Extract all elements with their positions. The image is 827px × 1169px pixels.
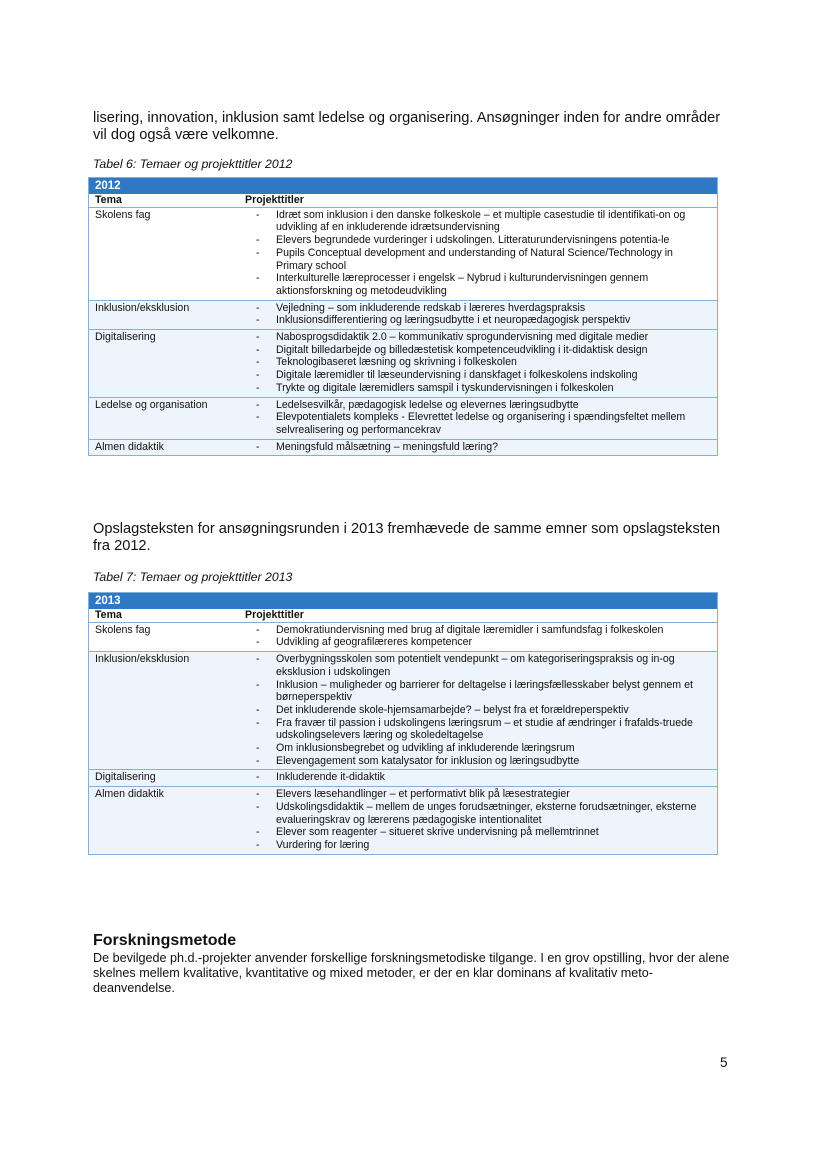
- bullet-dash: -: [256, 838, 260, 851]
- project-title: Ledelsesvilkår, pædagogisk ledelse og elevernes læringsudbytte: [276, 398, 579, 411]
- projekttitler-cell: [239, 652, 717, 769]
- list-item: [245, 344, 711, 357]
- list-item: [245, 209, 711, 234]
- bullet-dash: -: [256, 636, 260, 649]
- intro-paragraph: lisering, innovation, inklusion samt ledelse og organisering. Ansøgninger inden for andre områder vil dog også være velkomne.: [93, 110, 721, 143]
- page-number: 5: [720, 1055, 728, 1070]
- projekttitler-cell: [239, 301, 717, 329]
- table7-caption: Tabel 7: Temaer og projekttitler 2013: [93, 570, 293, 584]
- list-item: [245, 624, 711, 637]
- project-title: Om inklusionsbegrebet og udvikling af inkluderende læringsrum: [276, 742, 575, 755]
- column-header-projekttitler: Projekttitler: [245, 194, 304, 206]
- bullet-dash: -: [256, 678, 260, 691]
- list-item: [245, 839, 711, 852]
- project-title: Overbygningsskolen som potentielt vendepunkt – om kategoriseringspraksis og in-og eksklusion i udskolingen: [276, 653, 675, 678]
- table-2012: [88, 177, 718, 456]
- project-title-list: [245, 788, 711, 852]
- projekttitler-cell: [239, 770, 717, 786]
- table-year-label: 2012: [89, 178, 717, 194]
- bullet-dash: -: [256, 208, 260, 221]
- tema-cell: Inklusion/eksklusion: [95, 301, 190, 314]
- project-title: Pupils Conceptual development and understanding of Natural Science/Technology in Primary school: [276, 246, 673, 272]
- project-title: Trykte og digitale læremidlers samspil i tyskundervisningen i folkeskolen: [276, 381, 614, 394]
- bullet-dash: -: [256, 440, 260, 453]
- list-item: [245, 247, 711, 272]
- table-row: [89, 440, 717, 456]
- bullet-dash: -: [256, 234, 260, 247]
- bullet-dash: -: [256, 653, 260, 666]
- bullet-dash: -: [256, 246, 260, 259]
- bullet-dash: -: [256, 272, 260, 285]
- tema-cell: Almen didaktik: [95, 440, 164, 453]
- tema-cell: Digitalisering: [95, 771, 156, 784]
- bullet-dash: -: [256, 771, 260, 784]
- list-item: [245, 826, 711, 839]
- project-title: Elevpotentialets kompleks - Elevrettet ledelse og organisering i spændingsfeltet mellem selvrealisering og performancekrav: [276, 411, 686, 436]
- bullet-dash: -: [256, 301, 260, 314]
- project-title: Meningsfuld målsætning – meningsfuld læring?: [276, 440, 498, 453]
- project-title: Elevers begrundede vurderinger i udskolingen. Litteraturundervisningens potentia-le: [276, 234, 670, 247]
- project-title-list: [245, 624, 711, 649]
- project-title-list: [245, 441, 711, 454]
- table-row: [89, 623, 717, 652]
- project-title: Nabosprogsdidaktik 2.0 – kommunikativ sprogundervisning med digitale medier: [276, 331, 649, 344]
- project-title: Fra fravær til passion i udskolingens læringsrum – et studie af ændringer i frafalds-truede udskolingselevers læring og skoledeltagelse: [276, 716, 693, 742]
- table-2013: [88, 592, 718, 855]
- table-year-label: 2013: [89, 593, 717, 609]
- bullet-dash: -: [256, 754, 260, 767]
- section-heading: Forskningsmetode: [93, 932, 237, 949]
- bullet-dash: -: [256, 314, 260, 327]
- bullet-dash: -: [256, 411, 260, 424]
- tema-cell: Skolens fag: [89, 208, 239, 300]
- bullet-dash: -: [256, 788, 260, 801]
- project-title: Elever som reagenter – situeret skrive undervisning på mellemtrinnet: [276, 826, 599, 839]
- project-title-list: [245, 771, 711, 784]
- bullet-dash: -: [256, 343, 260, 356]
- bullet-dash: -: [256, 800, 260, 813]
- project-title: Elevers læsehandlinger – et performativt blik på læsestrategier: [276, 788, 570, 801]
- bullet-dash: -: [256, 331, 260, 344]
- projekttitler-cell: [239, 440, 717, 456]
- list-item: [245, 717, 711, 742]
- tema-cell: Digitalisering: [95, 331, 156, 344]
- table-body: [89, 623, 717, 854]
- column-header-projekttitler: Projekttitler: [245, 609, 304, 621]
- table-row: [89, 787, 717, 854]
- bullet-dash: -: [256, 381, 260, 394]
- table-row: [89, 301, 717, 330]
- list-item: [245, 679, 711, 704]
- project-title: Det inkluderende skole-hjemsamarbejde? – belyst fra et forældreperspektiv: [276, 703, 629, 716]
- column-header-tema: Tema: [95, 194, 122, 206]
- list-item: [245, 302, 711, 315]
- table-row: [89, 398, 717, 440]
- projekttitler-cell: [239, 330, 717, 397]
- table-header-row: [89, 609, 717, 623]
- list-item: [245, 441, 711, 454]
- list-item: [245, 636, 711, 649]
- projekttitler-cell: [239, 623, 717, 651]
- bullet-dash: -: [256, 742, 260, 755]
- list-item: [245, 272, 711, 297]
- project-title: Digitale læremidler til læseundervisning i danskfaget i folkeskolens indskoling: [276, 369, 638, 382]
- table-header-row: [89, 194, 717, 208]
- section-paragraph: De bevilgede ph.d.-projekter anvender forskellige forskningsmetodiske tilgange. I en grov opstilling, hvor der alene skelnes mellem kvalitative, kvantitative og mixed metoder, er der en klar dominans af kvalitativ meto-deanvendelse.: [93, 951, 730, 995]
- list-item: [245, 399, 711, 412]
- list-item: [245, 653, 711, 678]
- bullet-dash: -: [256, 826, 260, 839]
- project-title: Inklusionsdifferentiering og læringsudbytte i et neuropædagogisk perspektiv: [276, 314, 631, 327]
- column-header-tema: Tema: [95, 609, 122, 621]
- project-title: Teknologibaseret læsning og skrivning i folkeskolen: [276, 356, 517, 369]
- project-title-list: [245, 209, 711, 298]
- list-item: [245, 411, 711, 436]
- tema-cell: Skolens fag: [89, 623, 239, 651]
- list-item: [245, 771, 711, 784]
- project-title-list: [245, 399, 711, 437]
- project-title: Inkluderende it-didaktik: [276, 771, 385, 784]
- project-title: Inklusion – muligheder og barrierer for deltagelse i læringsfællesskaber belyst gennem et børneperspektiv: [276, 678, 693, 704]
- bullet-dash: -: [256, 369, 260, 382]
- middle-paragraph: Opslagsteksten for ansøgningsrunden i 2013 fremhævede de samme emner som opslagsteksten fra 2012.: [93, 521, 721, 554]
- table-row: [89, 330, 717, 398]
- project-title: Digitalt billedarbejde og billedæstetisk kompetenceudvikling i it-didaktisk design: [276, 343, 648, 356]
- list-item: [245, 234, 711, 247]
- tema-cell: Inklusion/eksklusion: [95, 653, 190, 666]
- bullet-dash: -: [256, 703, 260, 716]
- table-row: [89, 770, 717, 787]
- bullet-dash: -: [256, 716, 260, 729]
- project-title: Udskolingsdidaktik – mellem de unges forudsætninger, eksterne forudsætninger, eksterne evalueringskrav og lærerens pædagogiske intentionalitet: [276, 800, 697, 826]
- list-item: [245, 314, 711, 327]
- list-item: [245, 742, 711, 755]
- project-title: Demokratiundervisning med brug af digitale læremidler i samfundsfag i folkeskolen: [276, 623, 664, 636]
- projekttitler-cell: [239, 398, 717, 439]
- project-title: Elevengagement som katalysator for inklusion og læringsudbytte: [276, 754, 580, 767]
- bullet-dash: -: [256, 623, 260, 636]
- list-item: [245, 369, 711, 382]
- tema-cell: Ledelse og organisation: [95, 398, 208, 411]
- project-title: Vurdering for læring: [276, 838, 370, 851]
- bullet-dash: -: [256, 356, 260, 369]
- project-title-list: [245, 302, 711, 327]
- list-item: [245, 382, 711, 395]
- table-row: [89, 208, 717, 301]
- table6-caption: Tabel 6: Temaer og projekttitler 2012: [93, 157, 293, 171]
- list-item: [245, 801, 711, 826]
- projekttitler-cell: [239, 208, 717, 300]
- list-item: [245, 788, 711, 801]
- list-item: [245, 755, 711, 768]
- project-title-list: [245, 653, 711, 767]
- list-item: [245, 331, 711, 344]
- list-item: [245, 704, 711, 717]
- project-title: Interkulturelle læreprocesser i engelsk – Nybrud i kulturundervisningen gennem aktionsforskning og metodeudvikling: [276, 272, 649, 297]
- projekttitler-cell: [239, 787, 717, 854]
- tema-cell: Almen didaktik: [95, 788, 164, 801]
- project-title: Idræt som inklusion i den danske folkeskole – et multiple casestudie til identifikati-on og udvikling af en inkluderende idrætsundervisning: [276, 208, 686, 234]
- project-title: Vejledning – som inkluderende redskab i læreres hverdagspraksis: [276, 301, 586, 314]
- project-title: Udvikling af geografilæreres kompetencer: [276, 636, 473, 649]
- table-row: [89, 652, 717, 770]
- project-title-list: [245, 331, 711, 395]
- table-body: [89, 208, 717, 456]
- list-item: [245, 356, 711, 369]
- bullet-dash: -: [256, 398, 260, 411]
